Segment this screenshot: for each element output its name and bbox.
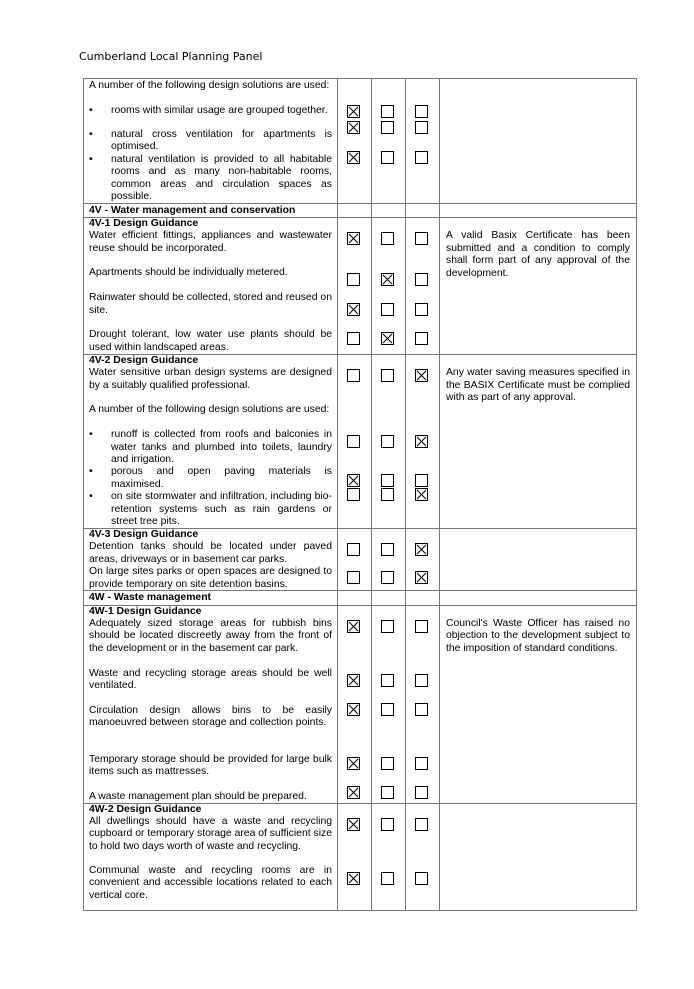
no-checkbox[interactable] — [381, 757, 394, 770]
yes-checkbox[interactable] — [347, 121, 360, 134]
yes-checkbox[interactable] — [347, 818, 360, 831]
table-row — [84, 79, 637, 204]
na-checkbox[interactable] — [415, 303, 428, 316]
guidance-text: Waste and recycling storage areas should be well ventilated. — [89, 667, 332, 692]
no-checkbox[interactable] — [381, 105, 394, 118]
no-checkbox[interactable] — [381, 786, 394, 799]
no-checkbox[interactable] — [381, 273, 394, 286]
design-solution-item: natural cross ventilation for apartments is optimised. — [111, 129, 332, 153]
guidance-title: 4V-2 Design Guidance — [89, 355, 199, 367]
guidance-text: Adequately sized storage areas for rubbish bins should be located discreetly away from the front of the development or in the basement car park. — [89, 617, 332, 654]
no-checkbox[interactable] — [381, 151, 394, 164]
no-checkbox[interactable] — [381, 543, 394, 556]
guidance-title: 4W-1 Design Guidance — [89, 605, 202, 617]
compliance-table — [83, 78, 637, 911]
yes-checkbox[interactable] — [347, 435, 360, 448]
na-checkbox[interactable] — [415, 488, 428, 501]
no-checkbox[interactable] — [381, 332, 394, 345]
bullet: • — [89, 105, 93, 116]
section-row — [84, 591, 637, 605]
no-checkbox[interactable] — [381, 121, 394, 134]
na-checkbox[interactable] — [415, 786, 428, 799]
table-row — [84, 218, 637, 355]
guidance-title: 4V-3 Design Guidance — [89, 529, 199, 541]
yes-checkbox[interactable] — [347, 105, 360, 118]
yes-checkbox[interactable] — [347, 369, 360, 382]
page-header: Cumberland Local Planning Panel — [79, 50, 263, 63]
guidance-title: 4V-1 Design Guidance — [89, 218, 199, 230]
guidance-text: All dwellings should have a waste and recycling cupboard or temporary storage area of sufficient size to hold two days worth of waste and recycling. — [89, 815, 332, 852]
na-checkbox[interactable] — [415, 872, 428, 885]
no-checkbox[interactable] — [381, 620, 394, 633]
yes-checkbox[interactable] — [347, 674, 360, 687]
design-solution-item: runoff is collected from roofs and balconies in water tanks and plumbed into toilets, laundry and irrigation. — [111, 429, 332, 466]
no-checkbox[interactable] — [381, 872, 394, 885]
guidance-text: Temporary storage should be provided for large bulk items such as mattresses. — [89, 753, 332, 778]
assessment-comment: Council's Waste Officer has raised no objection to the development subject to the imposition of standard conditions. — [446, 617, 630, 654]
na-checkbox[interactable] — [415, 757, 428, 770]
na-checkbox[interactable] — [415, 620, 428, 633]
yes-checkbox[interactable] — [347, 571, 360, 584]
guidance-text: Rainwater should be collected, stored and reused on site. — [89, 292, 332, 316]
bullet: • — [89, 466, 93, 478]
no-checkbox[interactable] — [381, 232, 394, 245]
na-checkbox[interactable] — [415, 121, 428, 134]
assessment-comment: Any water saving measures specified in the BASIX Certificate must be complied with as part of any approval. — [446, 367, 630, 404]
na-checkbox[interactable] — [415, 543, 428, 556]
na-checkbox[interactable] — [415, 151, 428, 164]
na-checkbox[interactable] — [415, 703, 428, 716]
guidance-text: Communal waste and recycling rooms are in convenient and accessible locations related to each vertical core. — [89, 864, 332, 901]
design-solution-item: natural ventilation is provided to all habitable rooms and as many non-habitable rooms, common areas and circulation spaces as possible. — [111, 154, 332, 203]
guidance-text: Water sensitive urban design systems are designed by a suitably qualified professional. — [89, 367, 332, 391]
yes-checkbox[interactable] — [347, 273, 360, 286]
table-row — [84, 355, 637, 529]
no-checkbox[interactable] — [381, 435, 394, 448]
na-checkbox[interactable] — [415, 232, 428, 245]
no-checkbox[interactable] — [381, 474, 394, 487]
yes-checkbox[interactable] — [347, 488, 360, 501]
yes-checkbox[interactable] — [347, 474, 360, 487]
guidance-text: Drought tolerant, low water use plants should be used within landscaped areas. — [89, 329, 332, 353]
guidance-text: A waste management plan should be prepared. — [89, 790, 307, 802]
na-checkbox[interactable] — [415, 818, 428, 831]
bullet: • — [89, 429, 93, 441]
no-checkbox[interactable] — [381, 303, 394, 316]
guidance-text: Circulation design allows bins to be easily manoeuvred between storage and collection points. — [89, 704, 332, 729]
na-checkbox[interactable] — [415, 105, 428, 118]
yes-checkbox[interactable] — [347, 786, 360, 799]
guidance-text: A number of the following design solutions are used: — [89, 404, 330, 416]
na-checkbox[interactable] — [415, 571, 428, 584]
guidance-title: 4W-2 Design Guidance — [89, 803, 202, 815]
yes-checkbox[interactable] — [347, 232, 360, 245]
no-checkbox[interactable] — [381, 488, 394, 501]
guidance-text: Detention tanks should be located under paved areas, driveways or in basement car parks. — [89, 541, 332, 565]
bullet: • — [89, 154, 93, 165]
yes-checkbox[interactable] — [347, 703, 360, 716]
no-checkbox[interactable] — [381, 369, 394, 382]
na-checkbox[interactable] — [415, 674, 428, 687]
na-checkbox[interactable] — [415, 273, 428, 286]
yes-checkbox[interactable] — [347, 332, 360, 345]
na-checkbox[interactable] — [415, 369, 428, 382]
section-heading: 4W - Waste management — [84, 591, 338, 605]
no-checkbox[interactable] — [381, 571, 394, 584]
assessment-comment: A valid Basix Certificate has been submitted and a condition to comply shall form part of any approval of the development. — [446, 230, 630, 279]
design-solution-item: porous and open paving materials is maximised. — [111, 466, 332, 490]
table-row — [84, 605, 637, 803]
table-row — [84, 803, 637, 910]
no-checkbox[interactable] — [381, 674, 394, 687]
no-checkbox[interactable] — [381, 818, 394, 831]
section-row — [84, 204, 637, 218]
design-solutions-intro: A number of the following design solutions are used: — [89, 80, 330, 91]
guidance-text: Water efficient fittings, appliances and wastewater reuse should be incorporated. — [89, 230, 332, 254]
bullet: • — [89, 129, 93, 140]
no-checkbox[interactable] — [381, 703, 394, 716]
design-solution-item: rooms with similar usage are grouped together. — [111, 105, 328, 116]
yes-checkbox[interactable] — [347, 872, 360, 885]
guidance-text: Apartments should be individually metered. — [89, 267, 288, 279]
na-checkbox[interactable] — [415, 435, 428, 448]
bullet: • — [89, 491, 93, 503]
section-heading: 4V - Water management and conservation — [84, 204, 338, 218]
na-checkbox[interactable] — [415, 332, 428, 345]
yes-checkbox[interactable] — [347, 757, 360, 770]
yes-checkbox[interactable] — [347, 620, 360, 633]
yes-checkbox[interactable] — [347, 543, 360, 556]
yes-checkbox[interactable] — [347, 303, 360, 316]
design-solution-item: on site stormwater and infiltration, including bio-retention systems such as rain gardens or street tree pits. — [111, 491, 332, 528]
table-row — [84, 529, 637, 591]
yes-checkbox[interactable] — [347, 151, 360, 164]
na-checkbox[interactable] — [415, 474, 428, 487]
guidance-text: On large sites parks or open spaces are designed to provide temporary on site detention basins. — [89, 566, 332, 590]
